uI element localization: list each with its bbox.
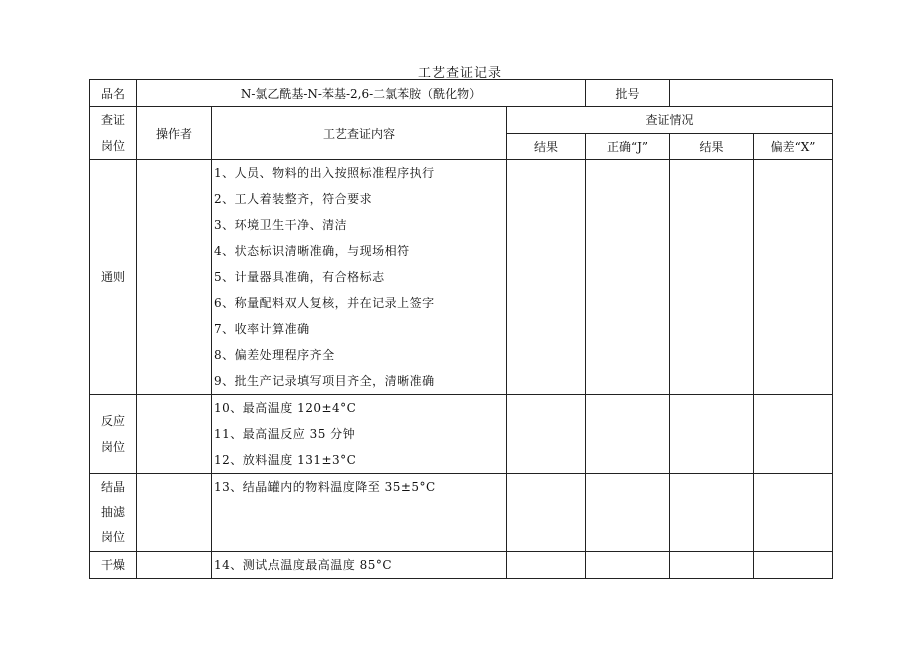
list-item: 7、收率计算准确 <box>214 322 310 336</box>
post-cell-crystallization: 结晶 抽滤 岗位 <box>90 474 137 552</box>
list-item: 1、人员、物料的出入按照标准程序执行 <box>214 166 435 180</box>
correct-cell[interactable] <box>586 160 670 395</box>
product-label: 品名 <box>90 80 137 107</box>
status-header: 查证情况 <box>507 107 833 134</box>
post-cell-general: 通则 <box>90 160 137 395</box>
result-cell-1[interactable] <box>507 552 586 579</box>
deviation-cell[interactable] <box>754 552 833 579</box>
list-item: 14、测试点温度最高温度 85°C <box>214 558 393 572</box>
content-cell-general <box>212 160 507 395</box>
list-item: 5、计量器具准确，有合格标志 <box>214 270 385 284</box>
correct-header: 正确“J” <box>586 133 670 160</box>
list-item: 12、放料温度 131±3°C <box>214 453 357 467</box>
header-row <box>90 80 833 107</box>
result-cell-2[interactable] <box>670 160 754 395</box>
correct-cell[interactable] <box>586 474 670 552</box>
section-reaction <box>90 395 833 474</box>
deviation-cell[interactable] <box>754 395 833 474</box>
section-general <box>90 160 833 395</box>
post-header: 查证 岗位 <box>90 107 137 160</box>
correct-cell[interactable] <box>586 395 670 474</box>
result-cell-1[interactable] <box>507 395 586 474</box>
post-cell-reaction: 反应 岗位 <box>90 395 137 474</box>
result-cell-2[interactable] <box>670 552 754 579</box>
deviation-cell[interactable] <box>754 474 833 552</box>
deviation-cell[interactable] <box>754 160 833 395</box>
content-header: 工艺查证内容 <box>212 107 507 160</box>
section-crystallization <box>90 474 833 552</box>
post-cell-drying: 干燥 <box>90 552 137 579</box>
section-drying <box>90 552 833 579</box>
list-item: 4、状态标识清晰准确，与现场相符 <box>214 244 410 258</box>
result-cell-1[interactable] <box>507 474 586 552</box>
content-cell-crystallization <box>212 474 507 552</box>
operator-cell-general[interactable] <box>137 160 212 395</box>
list-item: 8、偏差处理程序齐全 <box>214 348 335 362</box>
list-item: 13、结晶罐内的物料温度降至 35±5°C <box>214 480 436 494</box>
content-cell-reaction <box>212 395 507 474</box>
result-cell-2[interactable] <box>670 474 754 552</box>
result-header-1: 结果 <box>507 133 586 160</box>
operator-header: 操作者 <box>137 107 212 160</box>
list-item: 9、批生产记录填写项目齐全，清晰准确 <box>214 374 435 388</box>
result-cell-1[interactable] <box>507 160 586 395</box>
list-item: 2、工人着装整齐，符合要求 <box>214 192 373 206</box>
result-cell-2[interactable] <box>670 395 754 474</box>
result-header-2: 结果 <box>670 133 754 160</box>
content-cell-drying <box>212 552 507 579</box>
list-item: 10、最高温度 120±4°C <box>214 401 357 415</box>
list-item: 11、最高温反应 35 分钟 <box>214 427 356 441</box>
correct-cell[interactable] <box>586 552 670 579</box>
list-item: 6、称量配料双人复核，并在记录上签字 <box>214 296 435 310</box>
process-verification-table <box>89 79 833 579</box>
document-title: 工艺查证记录 <box>417 66 502 81</box>
operator-cell-reaction[interactable] <box>137 395 212 474</box>
list-item: 3、环境卫生干净、清洁 <box>214 218 348 232</box>
operator-cell-crystallization[interactable] <box>137 474 212 552</box>
batch-label: 批号 <box>586 80 670 107</box>
operator-cell-drying[interactable] <box>137 552 212 579</box>
product-name: N-氯乙酰基-N-苯基-2,6-二氯苯胺（酰化物） <box>137 80 586 107</box>
column-header-row-1 <box>90 107 833 134</box>
deviation-header: 偏差“X” <box>754 133 833 160</box>
batch-value-cell[interactable] <box>670 80 833 107</box>
